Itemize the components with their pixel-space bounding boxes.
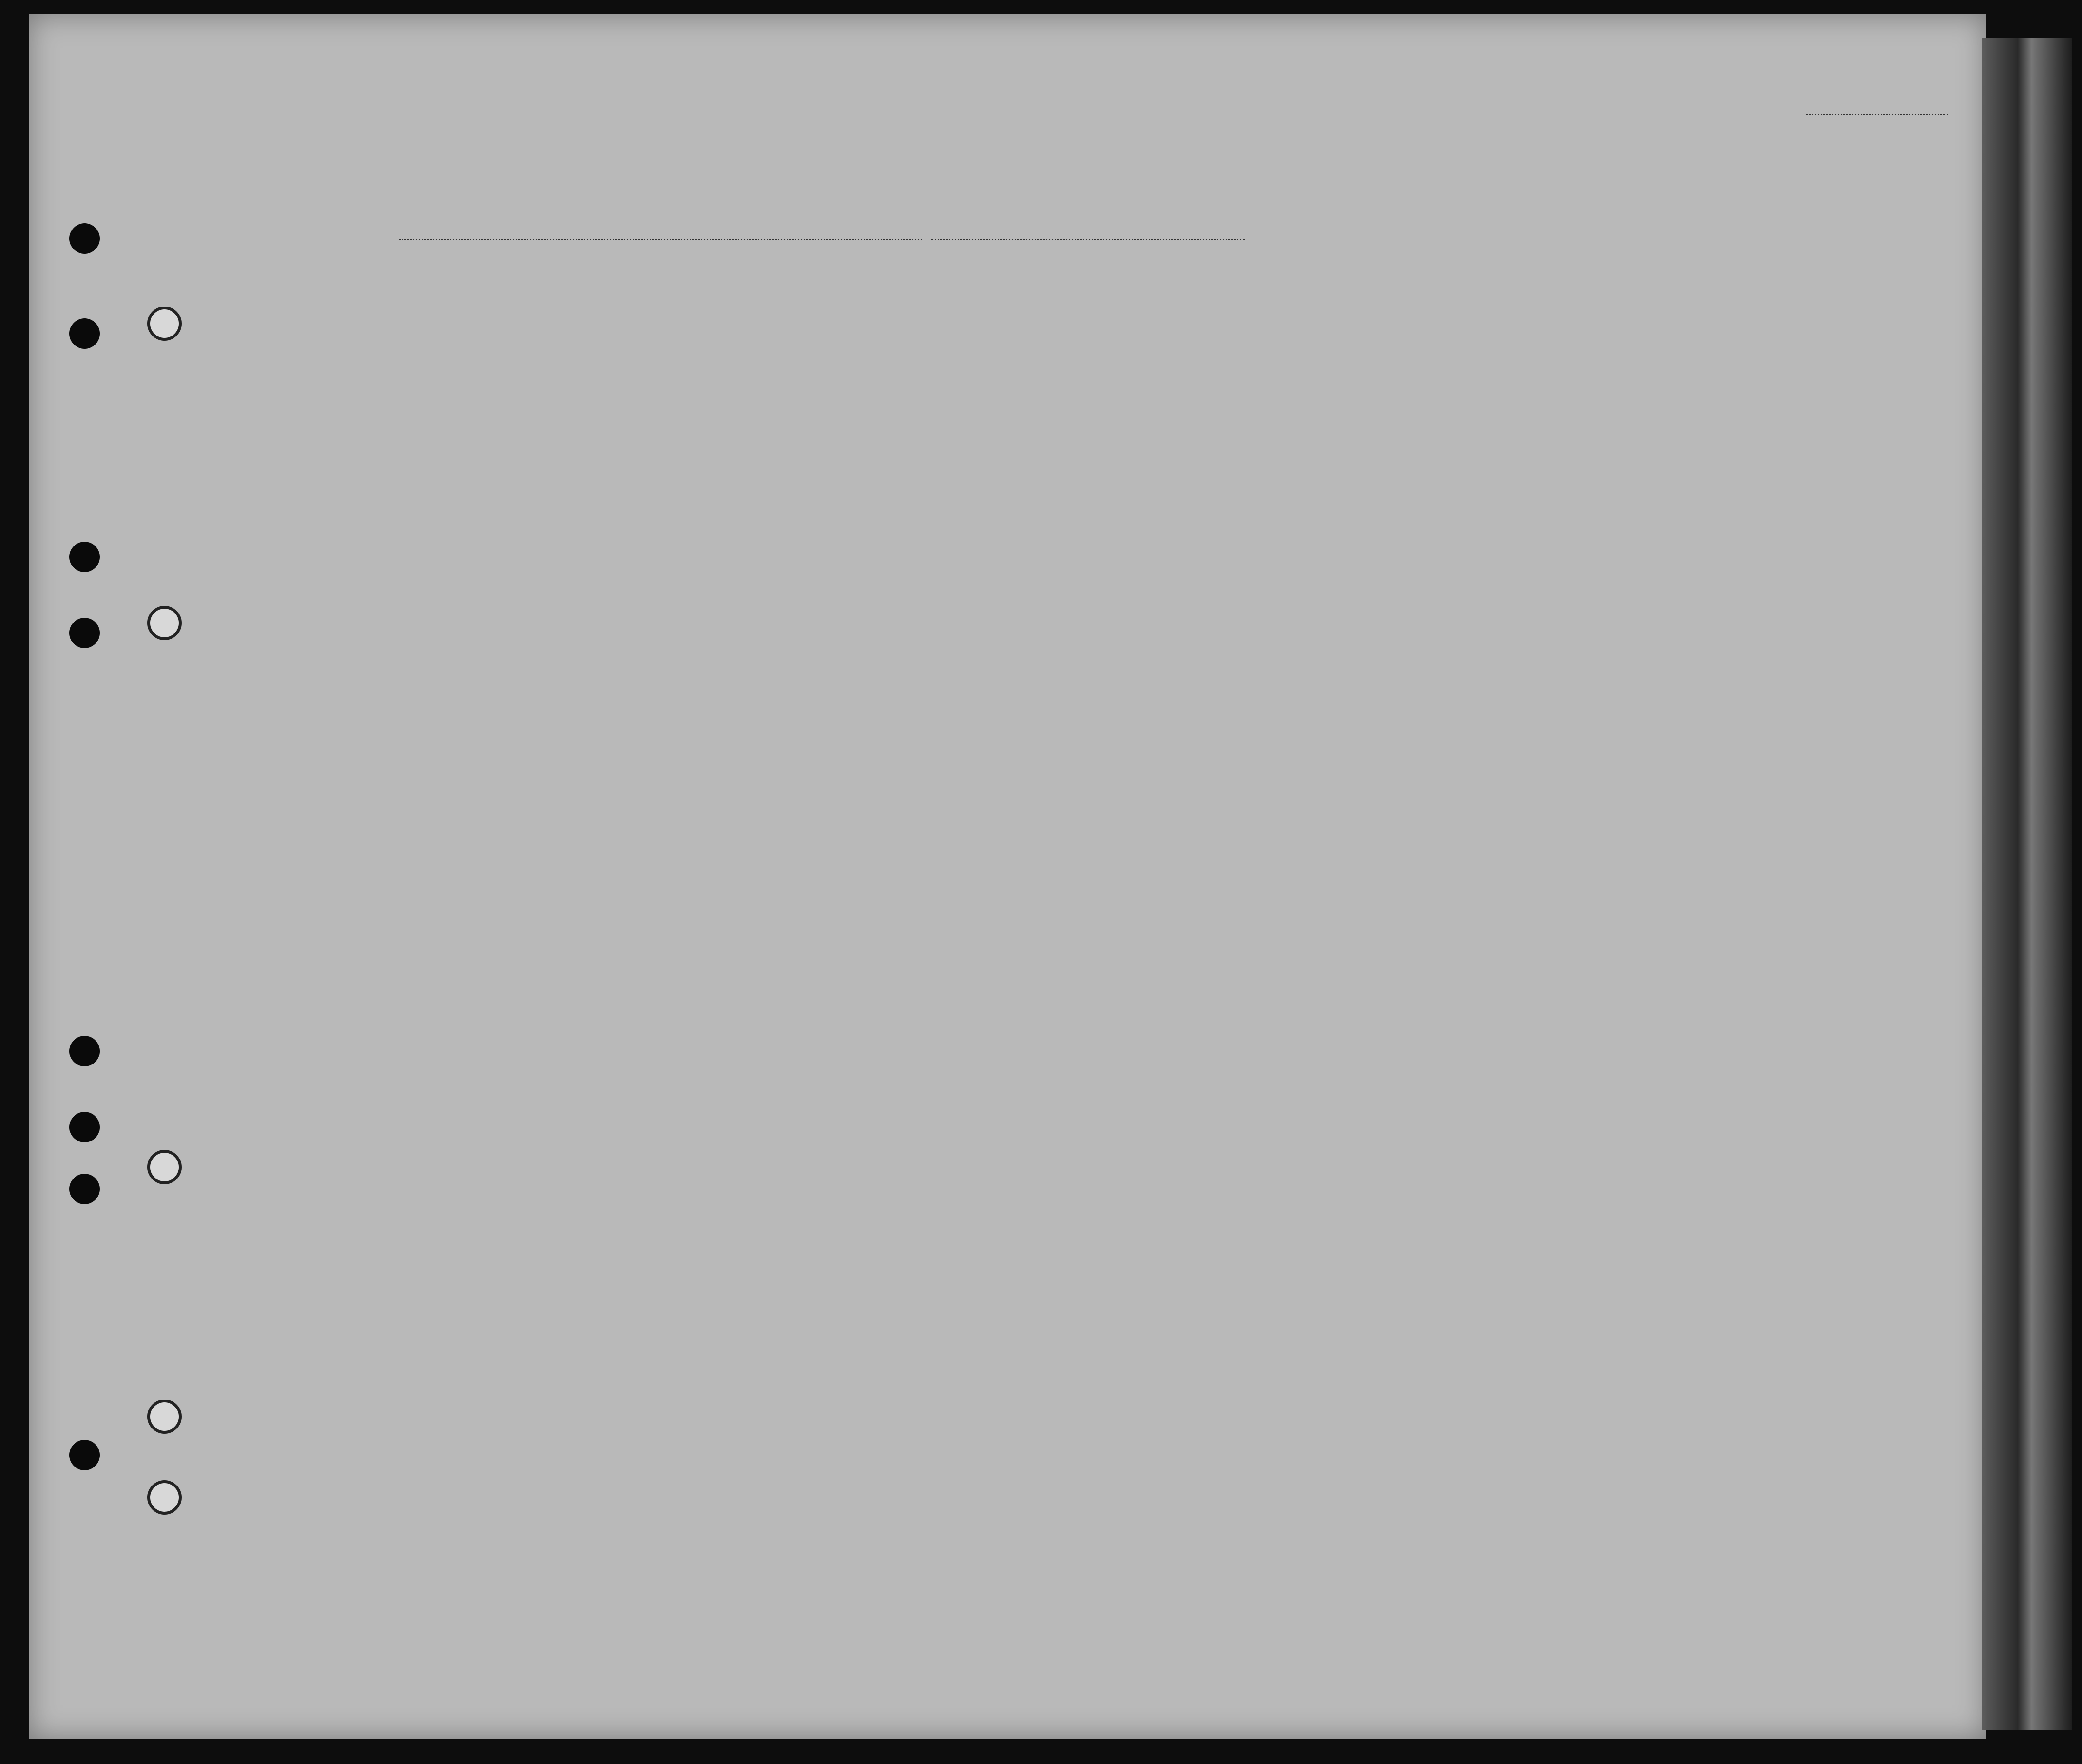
punch-hole — [69, 618, 100, 648]
punch-hole — [69, 1036, 100, 1066]
col-25-header — [1330, 304, 1363, 418]
punch-hole — [69, 318, 100, 349]
col-19-header — [659, 299, 678, 413]
punch-hole — [69, 1440, 100, 1470]
col-28-header — [1426, 304, 1478, 418]
col-31-header — [1541, 304, 1560, 418]
col-34-inches — [1706, 385, 1720, 423]
col-34-feet — [1686, 385, 1700, 418]
col-27-header — [1397, 304, 1421, 418]
date-line — [931, 239, 1245, 240]
binder-ring — [147, 606, 182, 640]
binder-ring — [147, 1480, 182, 1515]
punch-hole — [69, 223, 100, 254]
binding-strip — [1982, 38, 2072, 1730]
binder-ring — [147, 1400, 182, 1434]
list-underline — [1806, 114, 1948, 115]
col-29-header — [1478, 304, 1516, 418]
col-24a — [1220, 328, 1254, 423]
punch-hole — [69, 542, 100, 572]
col-24b — [1257, 328, 1287, 423]
col-24c — [1291, 328, 1321, 423]
port-line — [399, 239, 922, 240]
punch-hole — [69, 1174, 100, 1204]
binder-ring — [147, 1150, 182, 1184]
col-30-header — [1519, 304, 1538, 418]
col-21-header — [773, 299, 792, 413]
col-26-header — [1369, 304, 1392, 418]
manifest-sheet — [29, 14, 1986, 1739]
binder-ring — [147, 307, 182, 341]
punch-hole — [69, 1112, 100, 1142]
manifest-table — [29, 14, 1986, 1739]
